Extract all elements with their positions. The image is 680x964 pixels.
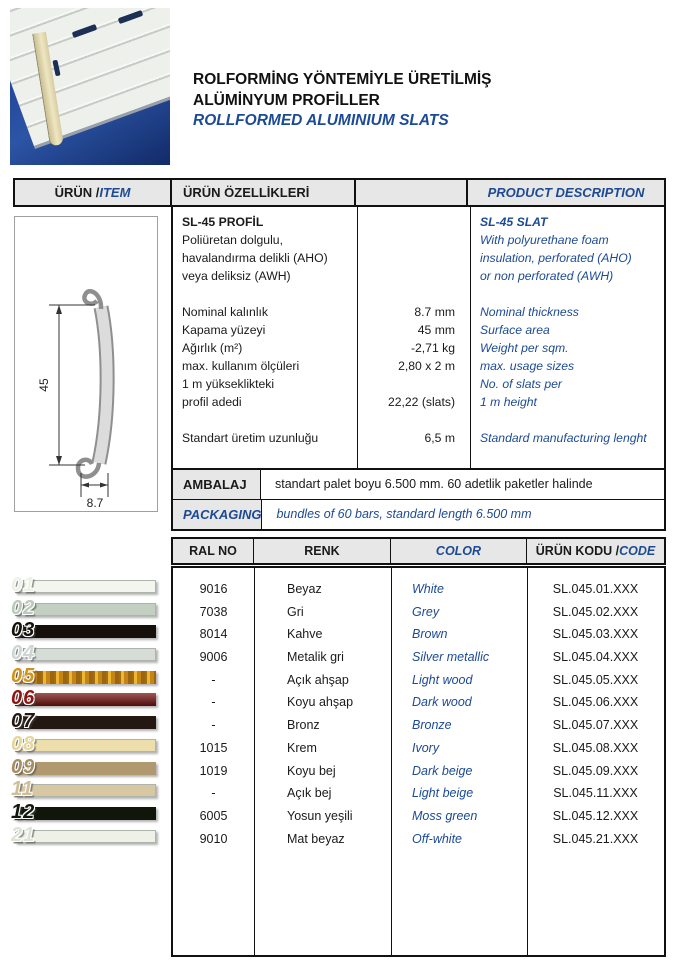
spec-value [359, 213, 455, 231]
spec-line [480, 411, 662, 429]
col-header-code-tr: ÜRÜN KODU / [535, 544, 620, 558]
color-cell: Ivory [412, 740, 440, 755]
swatch-row [10, 732, 158, 758]
swatch-number: 11 [11, 778, 34, 801]
ral-no-cell: - [211, 672, 216, 687]
spec-line: insulation, perforated (AHO) [480, 251, 632, 265]
spec-line: Nominal thickness [480, 305, 579, 319]
color-cell: Silver metallic [412, 650, 490, 665]
swatch-number: 05 [11, 664, 36, 687]
color-swatch-bar [15, 671, 156, 684]
profile-drawing-box [14, 216, 158, 512]
code-cell: SL.045.21.XXX [552, 831, 639, 846]
renk-cell: Yosun yeşili [287, 808, 353, 823]
table-row [173, 760, 664, 783]
ral-no-cell: 9006 [199, 650, 228, 665]
ral-no-cell: 9016 [199, 582, 228, 596]
renk-cell: Kahve [287, 627, 323, 642]
color-swatch-column [10, 566, 158, 848]
packaging-label-en: PACKAGING [173, 500, 262, 530]
header-item-label-en: ITEM [99, 185, 131, 200]
swatch-number: 09 [11, 755, 36, 778]
swatch-number: 06 [11, 687, 36, 710]
ral-no-cell: - [211, 695, 216, 710]
spec-value [359, 231, 455, 249]
code-cell: SL.045.01.XXX [552, 582, 639, 596]
spec-line: 1 m height [480, 395, 537, 409]
color-cell: Grey [412, 604, 440, 619]
spec-line: max. usage sizes [480, 359, 575, 373]
page-title-en: ROLLFORMED ALUMINIUM SLATS [193, 112, 449, 129]
color-cell: Moss green [412, 808, 478, 823]
swatch-row [10, 576, 158, 599]
table-row [173, 601, 664, 624]
section-header-row [13, 178, 666, 207]
spec-line: Standard manufacturing lenght [480, 431, 647, 445]
spec-line: Kapama yüzeyi [182, 323, 266, 337]
spec-line: Poliüretan dolgulu, [182, 233, 283, 247]
table-row [173, 782, 664, 805]
spec-line [182, 285, 354, 303]
spec-line: veya deliksiz (AWH) [182, 269, 291, 283]
header-features-cell: ÜRÜN ÖZELLİKLERİ [172, 180, 356, 205]
spec-value [359, 285, 455, 303]
renk-cell: Krem [287, 740, 317, 755]
table-row [173, 737, 664, 760]
renk-cell: Açık bej [287, 786, 332, 801]
table-row [173, 623, 664, 646]
page-title-tr-line2: ALÜMİNYUM PROFİLLER [193, 91, 380, 109]
swatch-row [10, 621, 158, 644]
spec-value [359, 267, 455, 285]
spec-line [480, 285, 662, 303]
swatch-row [10, 755, 158, 781]
packaging-row-en [173, 500, 664, 530]
ral-no-cell: 7038 [199, 604, 228, 619]
code-cell: SL.045.04.XXX [552, 650, 639, 665]
ral-no-cell: 1015 [199, 740, 228, 755]
spec-value: 22,22 (slats) [387, 395, 455, 409]
ral-no-cell: - [211, 718, 216, 733]
spec-border-left [171, 207, 173, 468]
packaging-box [171, 468, 666, 531]
swatch-row [10, 800, 158, 826]
spec-values [359, 213, 455, 447]
renk-cell: Bronz [287, 718, 320, 733]
renk-cell: Koyu bej [287, 763, 336, 778]
swatch-row [10, 596, 158, 622]
table-divider [254, 568, 255, 955]
col-header-renk: RENK [254, 539, 391, 563]
spec-value: 2,80 x 2 m [398, 359, 455, 373]
swatch-number: 02 [11, 596, 36, 619]
ral-no-cell: - [211, 786, 216, 801]
spec-value: 8.7 mm [414, 305, 455, 319]
table-row [173, 805, 664, 828]
code-cell: SL.045.06.XXX [552, 695, 639, 710]
spec-divider-1 [357, 207, 358, 468]
swatch-row [10, 712, 158, 735]
spec-line: No. of slats per [480, 377, 562, 391]
spec-line: Standart üretim uzunluğu [182, 431, 319, 445]
ral-no-cell: 6005 [199, 808, 228, 823]
table-row [173, 646, 664, 669]
swatch-number: 21 [11, 823, 36, 846]
swatch-number: 03 [11, 619, 36, 642]
color-swatch-bar [15, 603, 156, 616]
swatch-number: 08 [11, 732, 36, 755]
product-photo [10, 8, 170, 165]
packaging-text-tr: standart palet boyu 6.500 mm. 60 adetlik paketler halinde [275, 477, 593, 492]
table-row [173, 714, 664, 737]
packaging-label-tr: AMBALAJ [173, 470, 261, 499]
page-title-tr-line1: ROLFORMİNG YÖNTEMİYLE ÜRETİLMİŞ [193, 71, 492, 88]
table-divider [527, 568, 528, 955]
swatch-number: 12 [11, 800, 36, 823]
profile-drawing [15, 217, 157, 511]
color-swatch-bar [15, 625, 156, 638]
swatch-row [10, 664, 158, 690]
code-cell: SL.045.02.XXX [552, 604, 639, 619]
dimension-8-7-label: 8.7 [86, 496, 104, 510]
spec-line: Nominal kalınlık [182, 305, 269, 319]
code-cell: SL.045.05.XXX [552, 672, 639, 687]
color-swatch-bar [15, 784, 156, 797]
spec-labels-en [480, 213, 662, 447]
color-cell: Dark beige [412, 763, 473, 778]
color-cell: Light beige [412, 786, 474, 801]
table-row [173, 578, 664, 601]
spec-value [359, 249, 455, 267]
table-row [173, 669, 664, 692]
color-swatch-bar [15, 648, 156, 661]
ral-no-cell: 1019 [199, 763, 228, 778]
col-header-ral-no: RAL NO [173, 539, 254, 563]
header-item-cell [15, 180, 172, 205]
code-cell: SL.045.08.XXX [552, 740, 639, 755]
swatch-row [10, 644, 158, 667]
color-cell: Brown [412, 627, 448, 642]
spec-labels-tr [182, 213, 354, 447]
spec-line: profil adedi [182, 395, 242, 409]
ral-no-cell: 8014 [199, 627, 228, 642]
header-description-cell: PRODUCT DESCRIPTION [487, 185, 645, 200]
col-header-code-en: CODE [619, 544, 656, 558]
spec-value: 6,5 m [424, 431, 455, 445]
renk-cell: Beyaz [287, 582, 322, 596]
swatch-row [10, 780, 158, 803]
spec-line: Surface area [480, 323, 550, 337]
renk-cell: Koyu ahşap [287, 695, 354, 710]
spec-line: havalandırma delikli (AHO) [182, 251, 328, 265]
code-cell: SL.045.07.XXX [552, 718, 639, 733]
color-swatch-bar [15, 693, 156, 706]
packaging-text-en: bundles of 60 bars, standard length 6.500 mm [276, 507, 532, 522]
color-swatch-bar [15, 580, 156, 593]
code-cell: SL.045.12.XXX [552, 808, 639, 823]
color-swatch-bar [15, 762, 156, 775]
spec-line [182, 411, 354, 429]
color-cell: White [412, 582, 444, 596]
table-divider [391, 568, 392, 955]
color-table-header [171, 537, 666, 565]
swatch-row [10, 823, 158, 849]
swatch-number: 07 [11, 710, 36, 733]
swatch-number: 04 [11, 642, 36, 665]
spec-value: -2,71 kg [410, 341, 455, 355]
table-row [173, 828, 664, 851]
color-table-body [171, 566, 666, 957]
renk-cell: Açık ahşap [287, 672, 349, 687]
packaging-row-tr [173, 470, 664, 500]
color-cell: Off-white [412, 831, 463, 846]
spec-line: Ağırlık (m²) [182, 341, 243, 355]
color-cell: Dark wood [412, 695, 472, 710]
spec-product-name-en: SL-45 SLAT [480, 215, 548, 229]
swatch-number: 01 [11, 574, 36, 596]
page-title [193, 70, 492, 132]
swatch-row [10, 689, 158, 712]
color-cell: Light wood [412, 672, 473, 687]
spec-line: max. kullanım ölçüleri [182, 359, 300, 373]
color-swatch-bar [15, 739, 156, 752]
header-spacer-cell [356, 180, 468, 205]
spec-divider-2 [470, 207, 471, 468]
table-row [173, 691, 664, 714]
renk-cell: Metalik gri [287, 650, 344, 665]
spec-border-right [664, 207, 666, 468]
color-swatch-bar [15, 807, 156, 820]
spec-line: 1 m yükseklikteki [182, 377, 275, 391]
code-cell: SL.045.11.XXX [553, 786, 638, 801]
spec-value [359, 375, 455, 393]
dimension-45-label: 45 [37, 378, 51, 392]
ral-no-cell: 9010 [199, 831, 228, 846]
color-swatch-bar [15, 830, 156, 843]
col-header-code [527, 539, 664, 563]
spec-value: 45 mm [417, 323, 455, 337]
color-swatch-bar [15, 716, 156, 729]
spec-product-name-tr: SL-45 PROFİL [182, 215, 264, 229]
code-cell: SL.045.03.XXX [552, 627, 639, 642]
renk-cell: Mat beyaz [287, 831, 345, 846]
header-item-label-tr: ÜRÜN / [54, 185, 100, 200]
spec-line: With polyurethane foam [480, 233, 609, 247]
col-header-color: COLOR [391, 539, 527, 563]
spec-line: Weight per sqm. [480, 341, 569, 355]
spec-value [359, 411, 455, 429]
renk-cell: Gri [287, 604, 304, 619]
code-cell: SL.045.09.XXX [552, 763, 639, 778]
color-cell: Bronze [412, 718, 452, 733]
profile-top-hook [84, 291, 101, 309]
spec-line: or non perforated (AWH) [480, 269, 614, 283]
